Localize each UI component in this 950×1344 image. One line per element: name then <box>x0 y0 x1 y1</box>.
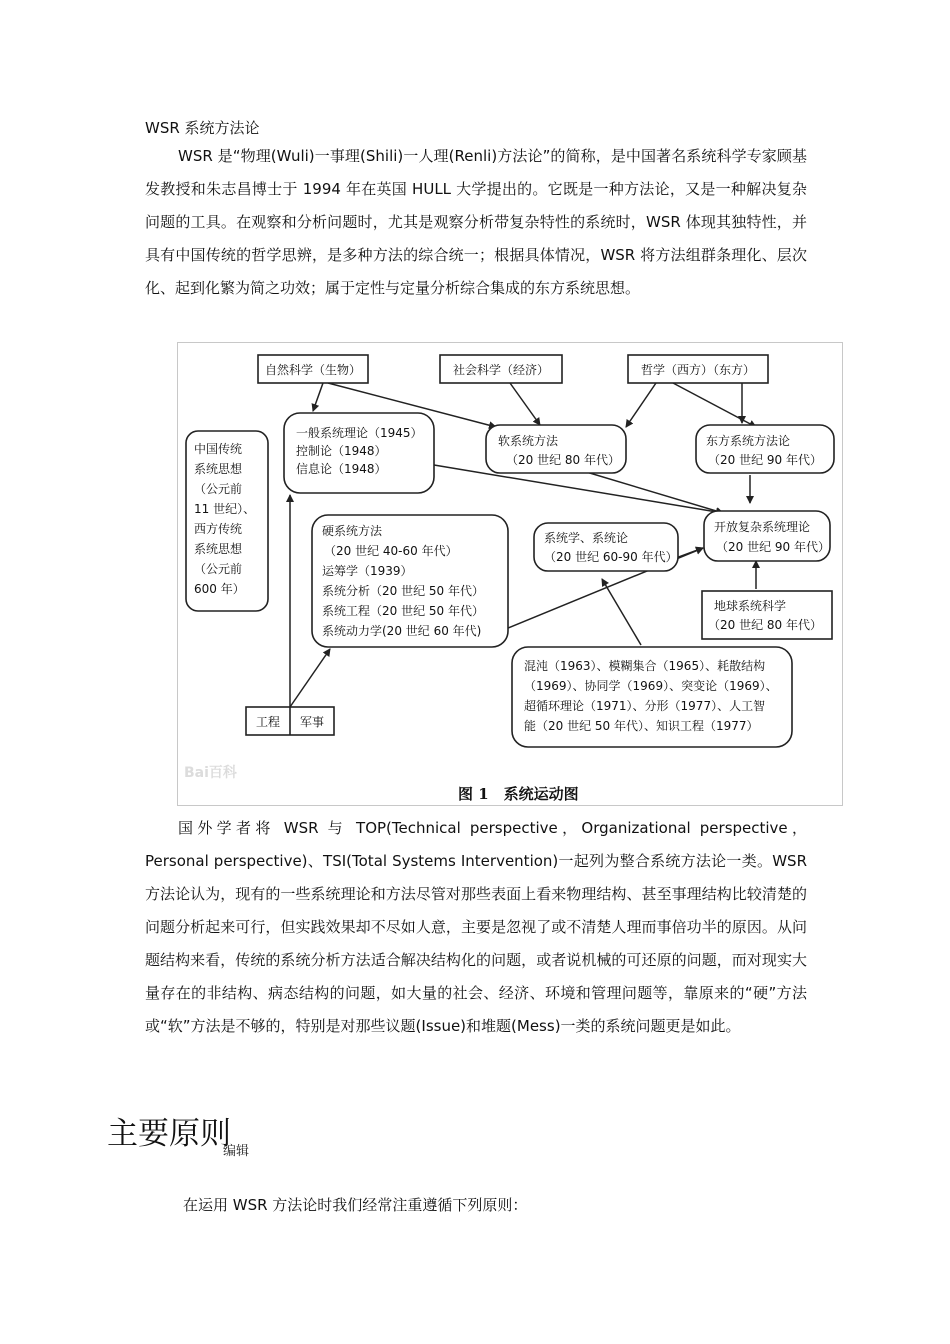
wsr-description-paragraph: 国外学者将 WSR 与 TOP(Technical perspective，Organizational perspective，Personal perspective)、TSI(Total Systems Intervention)一起列为整合系统方法论一类。WSR 方法论认为，现有的一些系统理论和方法尽管对那些表面上看来物理结构、甚至事理结构比较清楚的问题分析起来可行，但实践效果却不尽如人意，主要是忽视了或不清楚人理而事倍功半的原因。从问题结构来看，传统的系统分析方法适合解决结构化的问题，或者说机械的可还原的问题，而对现实大量存在的非结构、病态结构的问题，如大量的社会、经济、环境和管理问题等，靠原来的“硬”方法或“软”方法是不够的，特别是对那些议题(Issue)和堆题(Mess)一类的系统问题更是如此。 <box>145 819 807 1035</box>
figure-caption: 图 1 系统运动图 <box>458 785 579 803</box>
node-philosophy-label: 哲学（西方）（东方） <box>640 363 756 377</box>
node-line: 开放复杂系统理论 <box>714 520 811 534</box>
node-military-label: 军事 <box>299 715 325 729</box>
node-engineering-label: 工程 <box>255 715 281 729</box>
node-line: 信息论（1948） <box>296 462 387 476</box>
node-line: 11 世纪）、 <box>194 502 256 516</box>
baidu-watermark: Bai百科 <box>184 765 237 781</box>
node-line: （20 世纪 40-60 年代） <box>324 544 458 558</box>
node-line: 运筹学（1939） <box>322 564 413 578</box>
node-line: 系统思想 <box>194 542 243 556</box>
node-line: （20 世纪 90 年代） <box>708 453 822 467</box>
node-line: 硬系统方法 <box>322 524 383 538</box>
principles-intro-paragraph: 在运用 WSR 方法论时我们经常注重遵循下列原则： <box>183 1196 528 1214</box>
node-general-system <box>284 413 434 493</box>
node-line: 600 年） <box>194 582 245 596</box>
node-line: （公元前 <box>194 562 243 576</box>
node-line: 中国传统 <box>194 442 243 456</box>
node-social-science <box>440 355 562 383</box>
node-line: （20 世纪 90 年代） <box>716 540 830 554</box>
node-philosophy <box>628 355 768 383</box>
node-line: 混沌（1963）、模糊集合（1965）、耗散结构 <box>524 659 766 673</box>
node-line: 控制论（1948） <box>296 444 387 458</box>
intro-paragraph: WSR 是“物理(Wuli)一事理(Shili)一人理(Renli)方法论”的简称，是中国著名系统科学专家顾基发教授和朱志昌博士于 1994 年在英国 HULL 大学提出的。它既是一种方法论，又是一种解决复杂问题的工具。在观察和分析问题时，尤其是观察分析带复杂特性的系统时，WSR 体现其独特性，并具有中国传统的哲学思辨，是多种方法的综合统一；根据具体情况，WSR 将方法组群条理化、层次化、起到化繁为简之功效；属于定性与定量分析综合集成的东方系统思想。 <box>145 147 807 297</box>
node-line: 西方传统 <box>194 522 243 536</box>
node-natural-science-label: 自然科学（生物） <box>264 363 362 377</box>
node-line: 超循环理论（1971）、分形（1977）、人工智 <box>524 699 766 713</box>
node-line: （公元前 <box>194 482 243 496</box>
node-line: 东方系统方法论 <box>706 434 791 448</box>
node-natural-science <box>258 355 368 383</box>
node-systematics <box>534 523 678 571</box>
edit-link[interactable]: 编辑 <box>223 1144 250 1159</box>
node-line: 系统思想 <box>194 462 243 476</box>
node-traditional <box>186 431 268 611</box>
node-social-science-label: 社会科学（经济） <box>452 363 550 377</box>
node-eastern-system <box>696 425 834 473</box>
node-line: 地球系统科学 <box>714 599 787 613</box>
node-line: 系统动力学(20 世纪 60 年代) <box>322 624 482 638</box>
node-line: 一般系统理论（1945） <box>296 426 423 440</box>
section-heading: 主要原则 <box>107 1116 231 1152</box>
node-line: 系统学、系统论 <box>544 531 629 545</box>
node-line: （20 世纪 80 年代） <box>708 618 822 632</box>
node-soft-system <box>486 425 626 473</box>
node-hard-system <box>312 515 508 647</box>
document-title: WSR 系统方法论 <box>145 119 260 137</box>
node-line: 能（20 世纪 50 年代）、知识工程（1977） <box>524 719 759 733</box>
node-earth-system <box>702 591 832 639</box>
node-line: （20 世纪 60-90 年代） <box>544 550 678 564</box>
node-line: 软系统方法 <box>498 434 559 448</box>
node-line: 系统分析（20 世纪 50 年代） <box>322 584 484 598</box>
system-movement-figure <box>177 342 843 806</box>
node-engineering-military <box>246 707 334 735</box>
node-line: 系统工程（20 世纪 50 年代） <box>322 604 484 618</box>
node-line: （20 世纪 80 年代） <box>506 453 620 467</box>
node-line: （1969）、协同学（1969）、突变论（1969）、 <box>524 679 778 693</box>
node-open-complex <box>704 511 830 561</box>
node-chaos <box>512 647 792 747</box>
